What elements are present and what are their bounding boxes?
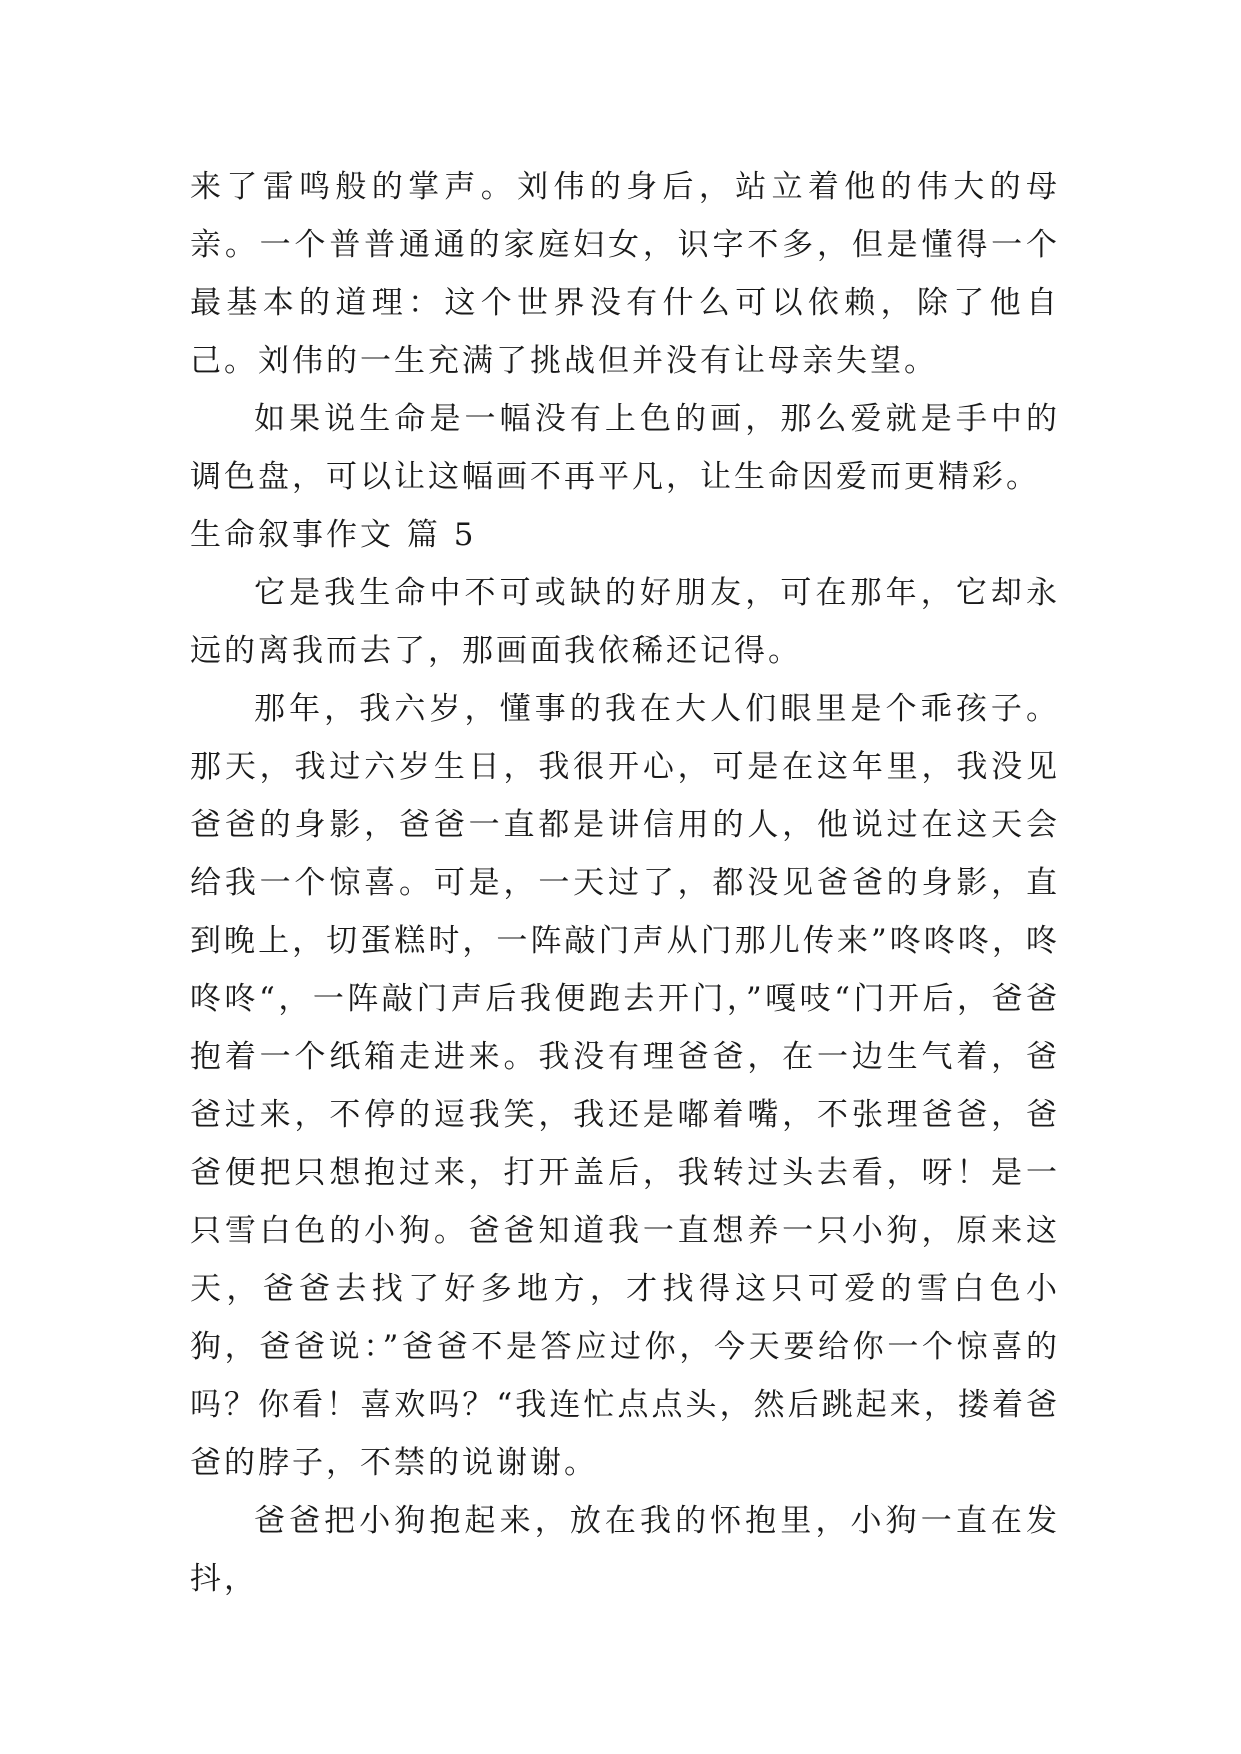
document-body	[190, 158, 1060, 1608]
paragraph-puppy-trembling: 爸爸把小狗抱起来，放在我的怀抱里，小狗一直在发抖，	[190, 1503, 1060, 1597]
paragraph-continued: 来了雷鸣般的掌声。刘伟的身后，站立着他的伟大的母亲。一个普普通通的家庭妇女，识字不多，但是懂得一个最基本的道理：这个世界没有什么可以依赖，除了他自己。刘伟的一生充满了挑战但并没有让母亲失望。	[190, 169, 1060, 379]
paragraph-intro-friend: 它是我生命中不可或缺的好朋友，可在那年，它却永远的离我而去了，那画面我依稀还记得。	[190, 575, 1060, 669]
paragraph-birthday-story: 那年，我六岁，懂事的我在大人们眼里是个乖孩子。那天，我过六岁生日，我很开心，可是在这年里，我没见爸爸的身影，爸爸一直都是讲信用的人，他说过在这天会给我一个惊喜。可是，一天过了，都没见爸爸的身影，直到晚上，切蛋糕时，一阵敲门声从门那儿传来”咚咚咚，咚咚咚“，一阵敲门声后我便跑去开门，”嘎吱“门开后，爸爸抱着一个纸箱走进来。我没有理爸爸，在一边生气着，爸爸过来，不停的逗我笑，我还是嘟着嘴，不张理爸爸，爸爸便把只想抱过来，打开盖后，我转过头去看，呀！是一只雪白色的小狗。爸爸知道我一直想养一只小狗，原来这天，爸爸去找了好多地方，才找得这只可爱的雪白色小狗，爸爸说：”爸爸不是答应过你，今天要给你一个惊喜的吗？你看！喜欢吗？“我连忙点点头，然后跳起来，搂着爸爸的脖子，不禁的说谢谢。	[190, 691, 1060, 1481]
paragraph-palette-metaphor: 如果说生命是一幅没有上色的画，那么爱就是手中的调色盘，可以让这幅画不再平凡，让生命因爱而更精彩。	[190, 401, 1060, 495]
section-title: 生命叙事作文 篇 5	[190, 517, 477, 553]
